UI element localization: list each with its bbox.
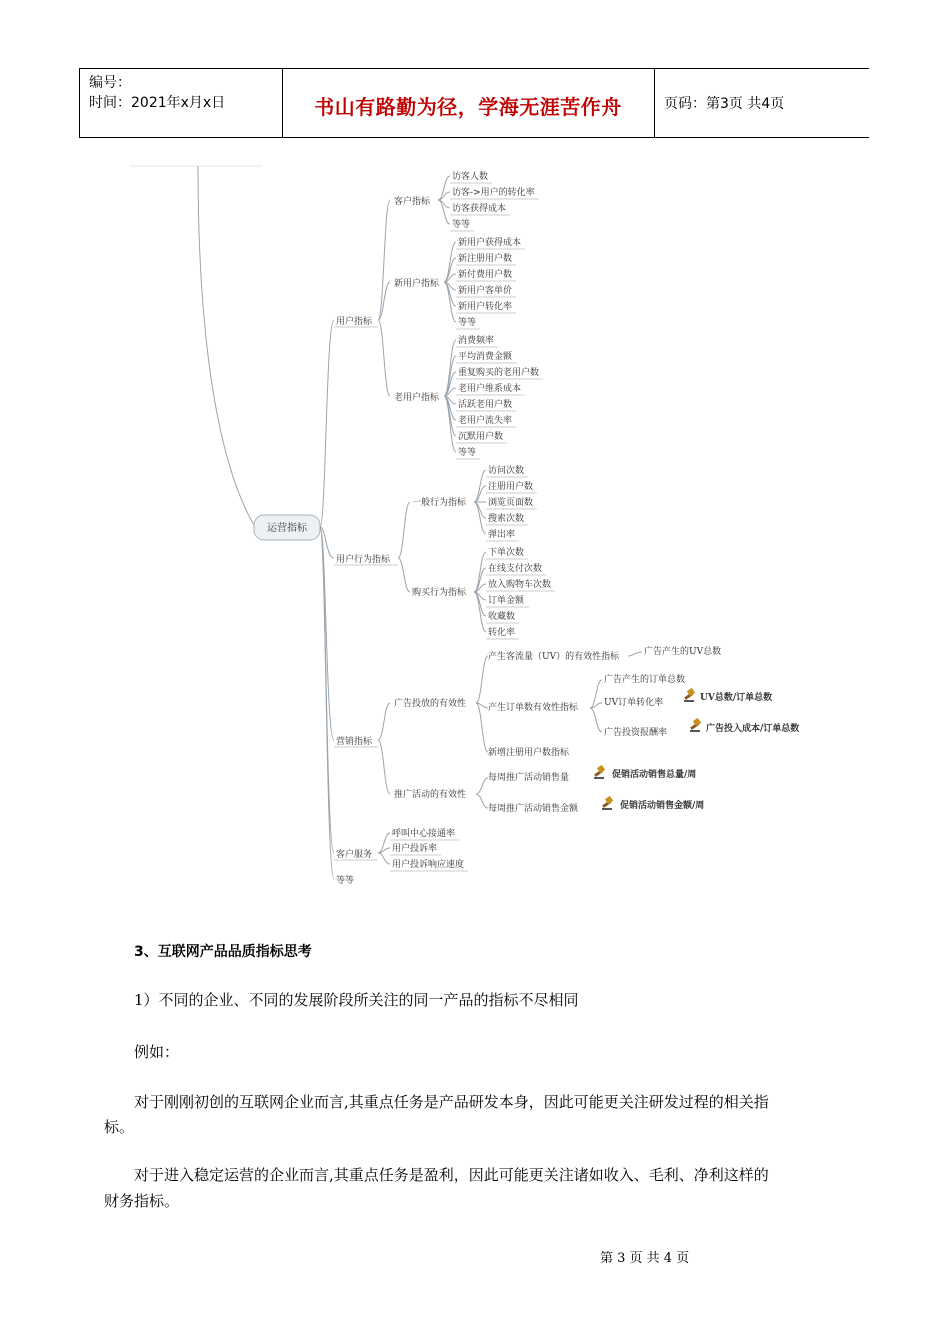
- list-item: 新注册用户数: [458, 254, 513, 264]
- weekly-promo-volume-formula: 促销活动销售总量/周: [612, 770, 697, 780]
- gavel-icon: [602, 796, 613, 810]
- purchase-items-lines: [474, 552, 486, 632]
- branch-old-user: [378, 320, 390, 396]
- old-user-items-lines: [444, 340, 456, 452]
- paragraph-4-line-2: 财务指标。: [104, 1192, 180, 1210]
- list-item: 新付费用户数: [458, 270, 513, 280]
- gavel-icon: [594, 765, 605, 779]
- customer-service-label: 客户服务: [336, 850, 373, 860]
- list-item: 搜索次数: [488, 514, 525, 524]
- header-motto: 书山有路勤为径，学海无涯苦作舟: [314, 95, 622, 119]
- list-item: 浏览页面数: [488, 498, 534, 508]
- user-metrics-label: 用户指标: [336, 317, 373, 327]
- list-item: 消费频率: [458, 336, 495, 346]
- service-items: [392, 827, 464, 870]
- list-item: 弹出率: [488, 530, 516, 540]
- etc-label: 等等: [336, 876, 355, 886]
- branch-promo-effectiveness: [378, 740, 390, 794]
- list-item: 访客人数: [452, 172, 489, 182]
- purchase-items: [488, 546, 551, 638]
- list-item: 老用户维系成本: [458, 384, 522, 394]
- list-item: 等等: [458, 448, 477, 458]
- branch-user: [320, 320, 334, 527]
- list-item: 用户投诉率: [392, 844, 438, 854]
- list-item: 访客->用户的转化率: [452, 188, 535, 198]
- list-item: 访客获得成本: [452, 204, 507, 214]
- weekly-promo-amount-label: 每周推广活动销售金额: [488, 804, 579, 814]
- ad-order-total-label: 广告产生的订单总数: [604, 675, 686, 685]
- new-reg-users-label: 新增注册用户数指标: [488, 748, 570, 758]
- paragraph-4-line-1: 对于进入稳定运营的企业而言,其重点任务是盈利，因此可能更关注诸如收入、毛利、净利这样的: [134, 1166, 769, 1184]
- list-item: 老用户流失率: [458, 416, 513, 426]
- list-item: 在线支付次数: [488, 564, 543, 574]
- list-item: 新用户客单价: [458, 286, 513, 296]
- list-item: 重复购买的老用户数: [458, 368, 540, 378]
- root-connector: [198, 166, 255, 527]
- general-behavior-label: 一般行为指标: [412, 498, 467, 508]
- uv-order-rate-label: UV订单转化率: [604, 698, 664, 708]
- new-user-items: [458, 236, 521, 328]
- general-items: [488, 464, 533, 540]
- list-item: 等等: [458, 318, 477, 328]
- service-items-lines: [378, 833, 390, 864]
- header-page-info: 页码：第3页 共4页: [664, 96, 785, 112]
- order-effectiveness-label: 产生订单数有效性指标: [488, 703, 579, 713]
- uv-order-formula: UV总数/订单总数: [700, 693, 773, 703]
- ad-roi-formula: 广告投入成本/订单总数: [706, 724, 800, 734]
- list-item: 转化率: [488, 628, 516, 638]
- branch-service: [320, 527, 334, 853]
- list-item: 活跃老用户数: [458, 400, 513, 410]
- branch-general-behavior: [398, 502, 410, 558]
- new-user-metrics-label: 新用户指标: [394, 279, 440, 289]
- gavel-icon: [690, 718, 701, 732]
- number-label: 编号：: [89, 75, 131, 91]
- ad-uv-total-label: 广告产生的UV总数: [644, 647, 722, 657]
- list-item: 放入购物车次数: [488, 580, 552, 590]
- list-item: 等等: [452, 220, 471, 230]
- list-item: 收藏数: [488, 612, 516, 622]
- page-footer: 第 3 页 共 4 页: [600, 1251, 690, 1266]
- ad-roi-label: 广告投资报酬率: [604, 728, 668, 738]
- list-item: 注册用户数: [488, 482, 534, 492]
- purchase-behavior-label: 购买行为指标: [412, 588, 467, 598]
- general-items-lines: [474, 470, 486, 534]
- root-label: 运营指标: [267, 523, 307, 534]
- branch-purchase-behavior: [398, 558, 410, 592]
- old-user-items: [458, 334, 539, 458]
- customer-metrics-label: 客户指标: [394, 197, 431, 207]
- ad-items-lines: [476, 656, 488, 752]
- uv-effectiveness-label: 产生客流量（UV）的有效性指标: [488, 652, 620, 662]
- list-item: 平均消费金额: [458, 352, 513, 362]
- list-item: 用户投诉响应速度: [392, 860, 465, 870]
- list-item: 沉默用户数: [458, 432, 504, 442]
- behavior-metrics-label: 用户行为指标: [336, 555, 391, 565]
- old-user-metrics-label: 老用户指标: [394, 393, 440, 403]
- ad-effectiveness-label: 广告投放的有效性: [394, 699, 467, 709]
- paragraph-3-line-1: 对于刚刚初创的互联网企业而言,其重点任务是产品研发本身，因此可能更关注研发过程的相关指: [134, 1093, 769, 1111]
- list-item: 呼叫中心接通率: [392, 829, 456, 839]
- paragraph-1: 1）不同的企业、不同的发展阶段所关注的同一产品的指标不尽相同: [134, 991, 579, 1009]
- paragraph-3-line-2: 标。: [104, 1118, 135, 1136]
- time-label: 时间：2021年x月x日: [89, 95, 226, 111]
- customer-items-lines: [438, 176, 450, 224]
- list-item: 新用户转化率: [458, 302, 513, 312]
- new-user-items-lines: [444, 242, 456, 322]
- marketing-metrics-label: 营销指标: [336, 737, 373, 747]
- weekly-promo-amount-formula: 促销活动销售金额/周: [620, 801, 705, 811]
- order-children-lines: [590, 680, 602, 732]
- section-heading: 3、互联网产品品质指标思考: [134, 944, 312, 960]
- promo-effectiveness-label: 推广活动的有效性: [394, 790, 467, 800]
- list-item: 新用户获得成本: [458, 238, 522, 248]
- paragraph-2: 例如：: [134, 1043, 180, 1061]
- list-item: 订单金额: [488, 596, 525, 606]
- list-item: 访问次数: [488, 466, 525, 476]
- list-item: 下单次数: [488, 548, 525, 558]
- gavel-icon: [684, 688, 695, 702]
- weekly-promo-volume-label: 每周推广活动销售量: [488, 773, 570, 783]
- branch-ad-effectiveness: [378, 703, 390, 740]
- promo-items-lines: [476, 778, 488, 808]
- uv-child-line: [628, 652, 642, 656]
- customer-items: [452, 170, 535, 230]
